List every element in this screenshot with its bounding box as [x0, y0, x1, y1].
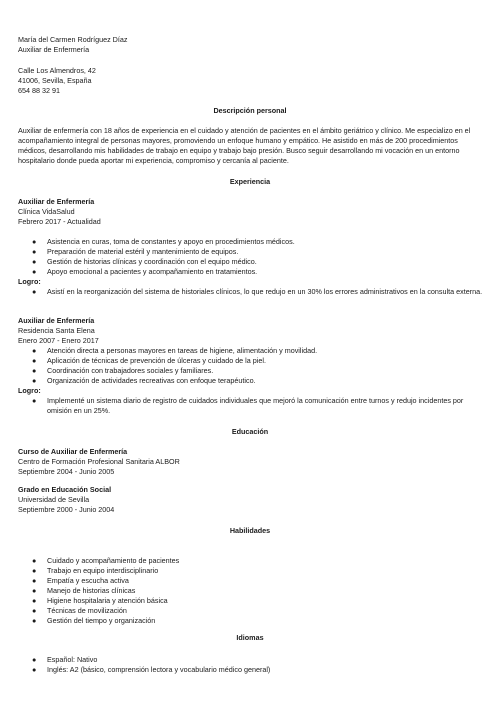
list-item: [32, 596, 484, 606]
job-company: Residencia Santa Elena: [18, 326, 95, 335]
education-school: Universidad de Sevilla: [18, 495, 90, 504]
task-text: Atención directa a personas mayores en tareas de higiene, alimentación y movilidad.: [47, 346, 318, 355]
skill-text: Técnicas de movilización: [47, 606, 127, 615]
list-item: [32, 237, 484, 247]
list-item: [32, 576, 484, 586]
job-dates: Enero 2007 - Enero 2017: [18, 336, 99, 345]
education-entry: [18, 485, 486, 515]
achievement-text: Asistí en la reorganización del sistema de historiales clínicos, lo que redujo en un 30% los errores administrativos en la consulta externa.: [47, 287, 483, 296]
job-entry: [18, 316, 486, 346]
phone-number: 654 88 32 91: [18, 86, 60, 95]
education-degree: Grado en Educación Social: [18, 485, 112, 494]
section-heading-skills: Habilidades: [229, 526, 271, 535]
bullet-icon: ●: [32, 586, 37, 595]
list-item: [32, 247, 484, 257]
education-dates: Septiembre 2000 - Junio 2004: [18, 505, 115, 514]
bullet-icon: ●: [32, 616, 37, 625]
section-heading-profile: Descripción personal: [213, 106, 287, 115]
list-item: [32, 356, 484, 366]
task-text: Organización de actividades recreativas con enfoque terapéutico.: [47, 376, 256, 385]
bullet-icon: ●: [32, 237, 37, 246]
task-text: Gestión de historias clínicas y coordinación con el equipo médico.: [47, 257, 257, 266]
address-line-2: 41006, Sevilla, España: [18, 76, 92, 85]
languages-list: [32, 655, 484, 675]
section-heading-education: Educación: [231, 427, 269, 436]
language-text: Inglés: A2 (básico, comprensión lectora y vocabulario médico general): [47, 665, 271, 674]
bullet-icon: ●: [32, 606, 37, 615]
skill-text: Empatía y escucha activa: [47, 576, 129, 585]
contact-block: [18, 35, 486, 55]
bullet-icon: ●: [32, 287, 37, 296]
bullet-icon: ●: [32, 257, 37, 266]
skill-text: Manejo de historias clínicas: [47, 586, 136, 595]
education-entry: [18, 447, 486, 477]
bullet-icon: ●: [32, 247, 37, 256]
skill-text: Cuidado y acompañamiento de pacientes: [47, 556, 180, 565]
list-item: [32, 586, 484, 596]
bullet-icon: ●: [32, 665, 37, 674]
list-item: [32, 665, 484, 675]
achievement-list: [32, 287, 484, 297]
list-item: [32, 655, 484, 665]
education-degree: Curso de Auxiliar de Enfermería: [18, 447, 128, 456]
bullet-icon: ●: [32, 655, 37, 664]
achievement-list: [32, 396, 484, 416]
list-item: [32, 606, 484, 616]
job-company: Clínica VidaSalud: [18, 207, 75, 216]
achievement-label: Logro:: [18, 386, 41, 395]
task-text: Coordinación con trabajadores sociales y familiares.: [47, 366, 214, 375]
bullet-icon: ●: [32, 566, 37, 575]
list-item: [32, 257, 484, 267]
profile-text: Auxiliar de enfermería con 18 años de experiencia en el cuidado y atención de pacientes en el ámbito geriátrico y clínico. Me especializo en el acompañamiento integral de personas mayores, promoviendo un enfoque humano y empático. He asistido en más de 200 procedimientos médicos, desarrollando mis habilidades de trabajo en equipo y trabajo bajo presión. Busco seguir desarrollando mi vocación en un entorno hospitalario donde pueda aportar mi experiencia, compromiso y cercanía al paciente.: [18, 126, 471, 165]
job-entry: [18, 197, 486, 227]
list-item: [32, 376, 484, 386]
list-item: [32, 396, 484, 416]
address-block: [18, 66, 486, 96]
bullet-icon: ●: [32, 366, 37, 375]
job-dates: Febrero 2017 - Actualidad: [18, 217, 101, 226]
achievement-text: Implementé un sistema diario de registro de cuidados individuales que mejoró la comunicación entre turnos y redujo incidentes por omisión en un 25%.: [47, 396, 464, 415]
section-heading-experience: Experiencia: [229, 177, 271, 186]
task-text: Apoyo emocional a pacientes y acompañamiento en tratamientos.: [47, 267, 258, 276]
job-role: Auxiliar de Enfermería: [18, 316, 95, 325]
bullet-icon: ●: [32, 596, 37, 605]
job-task-list: [32, 346, 484, 386]
bullet-icon: ●: [32, 346, 37, 355]
achievement-label: Logro:: [18, 277, 41, 286]
list-item: [32, 366, 484, 376]
job-role: Auxiliar de Enfermería: [18, 197, 95, 206]
task-text: Aplicación de técnicas de prevención de úlceras y cuidado de la piel.: [47, 356, 266, 365]
bullet-icon: ●: [32, 356, 37, 365]
skills-list: [32, 556, 484, 626]
bullet-icon: ●: [32, 396, 37, 405]
list-item: [32, 287, 484, 297]
bullet-icon: ●: [32, 376, 37, 385]
address-line-1: Calle Los Almendros, 42: [18, 66, 96, 75]
bullet-icon: ●: [32, 556, 37, 565]
task-text: Preparación de material estéril y mantenimiento de equipos.: [47, 247, 239, 256]
list-item: [32, 616, 484, 626]
skill-text: Trabajo en equipo interdisciplinario: [47, 566, 159, 575]
list-item: [32, 566, 484, 576]
person-name: María del Carmen Rodríguez Díaz: [18, 35, 128, 44]
list-item: [32, 346, 484, 356]
education-dates: Septiembre 2004 - Junio 2005: [18, 467, 115, 476]
task-text: Asistencia en curas, toma de constantes y apoyo en procedimientos médicos.: [47, 237, 295, 246]
skill-text: Higiene hospitalaria y atención básica: [47, 596, 168, 605]
education-school: Centro de Formación Profesional Sanitaria ALBOR: [18, 457, 180, 466]
bullet-icon: ●: [32, 576, 37, 585]
language-text: Español: Nativo: [47, 655, 98, 664]
section-heading-languages: Idiomas: [236, 633, 264, 642]
list-item: [32, 556, 484, 566]
job-task-list: [32, 237, 484, 277]
person-title: Auxiliar de Enfermería: [18, 45, 90, 54]
bullet-icon: ●: [32, 267, 37, 276]
list-item: [32, 267, 484, 277]
skill-text: Gestión del tiempo y organización: [47, 616, 156, 625]
